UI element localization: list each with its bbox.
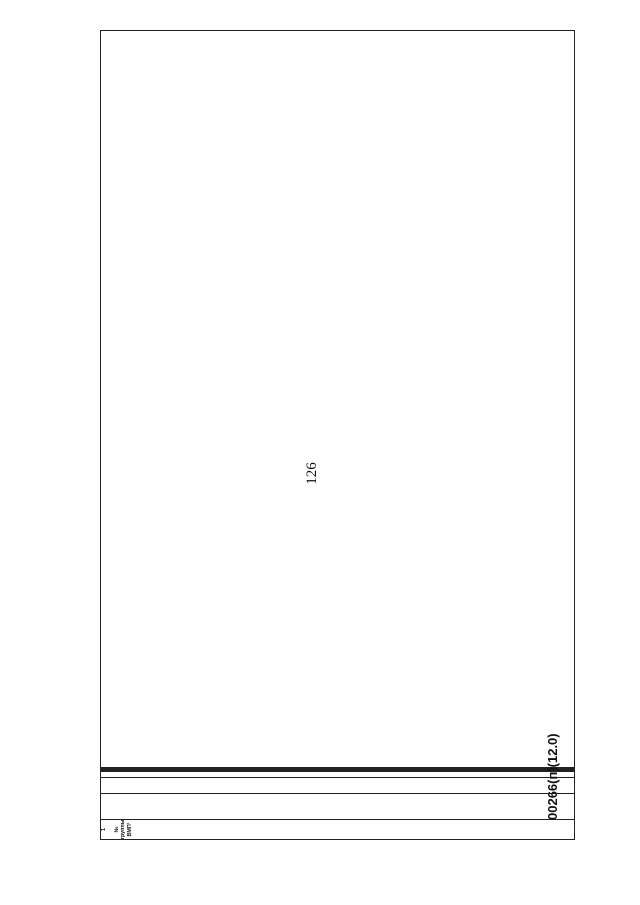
document-code: 00266(п)(12.0) — [545, 733, 560, 820]
page-number: 126 — [303, 462, 320, 485]
header-col-1: № группы ВМП¹ — [114, 820, 133, 839]
col-number-1: 1 — [101, 827, 107, 832]
treatment-table — [100, 30, 575, 840]
